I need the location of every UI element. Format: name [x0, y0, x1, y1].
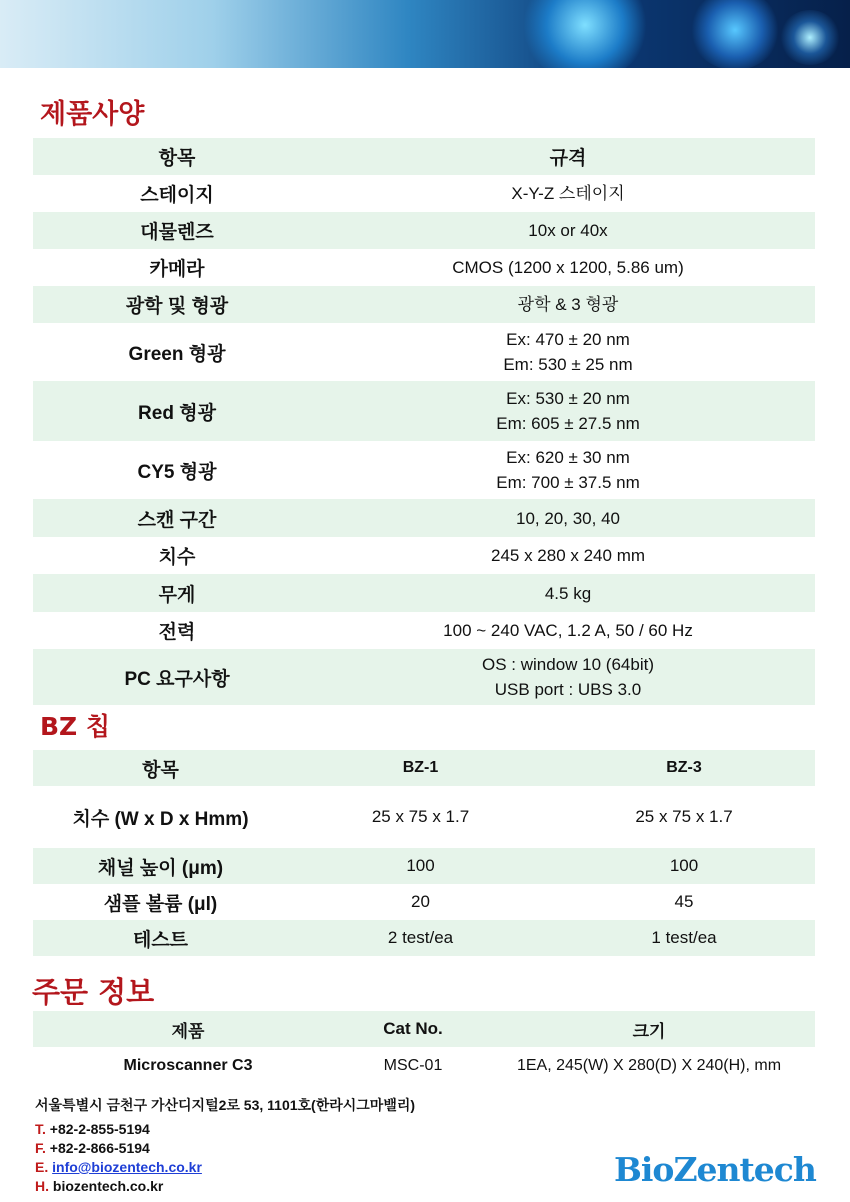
spec-value-line: USB port : UBS 3.0 — [494, 680, 642, 699]
chip-item: 테스트 — [132, 929, 189, 951]
biozentech-logo: BioZentech — [614, 1150, 816, 1189]
spec-value: X-Y-Z 스테이지 — [511, 184, 625, 203]
spec-header-spec: 규격 — [549, 148, 587, 169]
order-header-product: 제품 — [171, 1021, 205, 1041]
order-size: 1EA, 245(W) X 280(D) X 240(H), mm — [516, 1056, 782, 1074]
email-link[interactable]: info@biozentech.co.kr — [52, 1159, 202, 1175]
chip-row — [33, 786, 815, 848]
header-banner — [0, 0, 850, 68]
spec-item: 전력 — [158, 622, 196, 643]
virus-graphic-small — [690, 0, 780, 68]
contact-footer — [35, 1096, 415, 1196]
chip-table — [33, 750, 815, 956]
virus-graphic — [520, 0, 650, 68]
spec-item: 카메라 — [149, 259, 205, 280]
spec-section-title: 제품사양 — [40, 99, 145, 130]
chip-header-bz1: BZ-1 — [402, 759, 439, 776]
spec-value — [321, 649, 815, 705]
order-header-size: 크기 — [632, 1021, 666, 1041]
order-row — [33, 1047, 815, 1084]
spec-value: 10, 20, 30, 40 — [516, 508, 620, 528]
spec-value: 245 x 280 x 240 mm — [490, 546, 646, 565]
phone-number: +82-2-855-5194 — [49, 1121, 150, 1137]
spec-header-row — [33, 138, 815, 175]
chip-bz3-value: 100 — [669, 856, 699, 875]
spec-value — [321, 441, 815, 499]
chip-bz1-value: 100 — [406, 856, 435, 875]
spec-item: CY5 형광 — [137, 461, 217, 483]
spec-row — [33, 381, 815, 441]
chip-row — [33, 920, 815, 956]
spec-item: 스테이지 — [140, 185, 214, 206]
chip-header-row — [33, 750, 815, 786]
spec-value: 4.5 kg — [544, 583, 592, 603]
chip-bz3-value: 45 — [674, 892, 694, 911]
spec-value: 광학 & 3 형광 — [517, 295, 619, 314]
spec-value — [321, 323, 815, 381]
spec-row — [33, 175, 815, 212]
spec-item: 광학 및 형광 — [125, 296, 229, 317]
chip-header-item: 항목 — [142, 759, 179, 781]
spec-row — [33, 649, 815, 705]
spec-value-line: Ex: 470 ± 20 nm — [506, 330, 630, 349]
order-table — [33, 1011, 815, 1084]
spec-header-item: 항목 — [158, 148, 196, 169]
spec-value: 100 ~ 240 VAC, 1.2 A, 50 / 60 Hz — [443, 621, 693, 640]
chip-bz1-value: 20 — [411, 892, 430, 911]
fax-number: +82-2-866-5194 — [49, 1140, 150, 1156]
spec-table — [33, 138, 815, 705]
spec-item: 스캔 구간 — [137, 509, 217, 531]
phone-line: T. +82-2-855-5194 — [35, 1121, 150, 1137]
spec-item: PC 요구사항 — [124, 668, 230, 690]
address: 서울특별시 금천구 가산디지털2로 53, 1101호(한라시그마밸리) — [35, 1097, 416, 1113]
chip-bz1-value: 2 test/ea — [387, 928, 454, 947]
spec-item: Red 형광 — [138, 402, 216, 424]
spec-item: 무게 — [158, 584, 196, 606]
spec-value: 10x or 40x — [528, 221, 608, 240]
homepage-line: H. biozentech.co.kr — [35, 1178, 164, 1194]
spec-row — [33, 612, 815, 649]
spec-item: 치수 — [158, 547, 196, 568]
virus-graphic-glow — [780, 10, 840, 65]
spec-value-line: Ex: 530 ± 20 nm — [506, 389, 630, 408]
order-header-cat: Cat No. — [383, 1019, 443, 1038]
spec-row — [33, 499, 815, 537]
spec-row — [33, 323, 815, 381]
spec-row — [33, 212, 815, 249]
order-section-title: 주문 정보 — [32, 975, 155, 1009]
spec-row — [33, 286, 815, 323]
spec-value-line: Ex: 620 ± 30 nm — [506, 448, 630, 467]
spec-item: Green 형광 — [128, 343, 226, 365]
chip-item: 채널 높이 (μm) — [97, 857, 224, 879]
order-product: Microscanner C3 — [123, 1056, 253, 1074]
chip-bz1-value: 25 x 75 x 1.7 — [371, 807, 470, 826]
spec-value-line: Em: 605 ± 27.5 nm — [496, 414, 640, 433]
chip-item: 치수 (W x D x Hmm) — [72, 808, 249, 830]
spec-row — [33, 249, 815, 286]
fax-line: F. +82-2-866-5194 — [35, 1140, 150, 1156]
spec-value — [321, 381, 815, 441]
chip-section-title: BZ 칩 — [40, 712, 111, 741]
spec-row — [33, 574, 815, 612]
spec-item: 대물렌즈 — [140, 222, 214, 243]
spec-value: CMOS (1200 x 1200, 5.86 um) — [452, 258, 684, 277]
spec-row — [33, 441, 815, 499]
chip-row — [33, 884, 815, 920]
email-line: E. info@biozentech.co.kr — [35, 1159, 202, 1175]
chip-row — [33, 848, 815, 884]
spec-row — [33, 537, 815, 574]
order-header-row — [33, 1011, 815, 1047]
order-cat-no: MSC-01 — [383, 1056, 443, 1074]
spec-value-line: Em: 700 ± 37.5 nm — [496, 473, 640, 492]
chip-header-bz3: BZ-3 — [666, 759, 702, 776]
homepage: biozentech.co.kr — [52, 1178, 164, 1194]
spec-value-line: OS : window 10 (64bit) — [482, 655, 654, 674]
chip-item: 샘플 볼륨 (μl) — [103, 893, 218, 915]
chip-bz3-value: 25 x 75 x 1.7 — [635, 807, 733, 826]
chip-bz3-value: 1 test/ea — [651, 928, 717, 947]
spec-value-line: Em: 530 ± 25 nm — [503, 355, 633, 374]
